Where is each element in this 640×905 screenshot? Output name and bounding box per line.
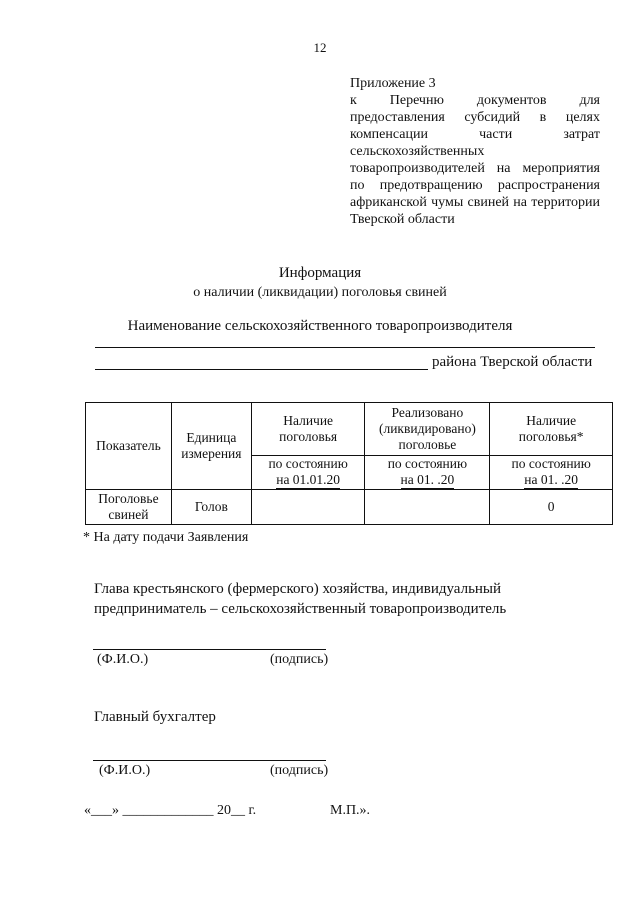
- as-of-sold-line1: по состоянию: [387, 456, 468, 471]
- document-title: Информация: [278, 265, 362, 281]
- page-number: 12: [313, 40, 327, 55]
- fio-label-2: (Ф.И.О.): [99, 763, 151, 778]
- region-name-line: [95, 369, 428, 370]
- head-of-farm-label: Глава крестьянского (фермерского) хозяйства, индивидуальный предприниматель – сельскохозяйственный товаропроизводитель: [94, 581, 507, 617]
- sign-label-1: (подпись): [270, 652, 329, 667]
- appendix-body: к Перечню документов для предоставления субсидий в целях компенсации части затрат сельскохозяйственных товаропроизводителей на мероприятия по предотвращению распространения африканской чумы свиней на территории Тверской области: [350, 93, 600, 227]
- header-unit: Единица измерения: [171, 403, 251, 490]
- as-of-sold: [365, 456, 490, 490]
- producer-name-line: [95, 347, 595, 348]
- as-of-sold-line2: на 01. .20: [400, 472, 455, 487]
- footnote: * На дату подачи Заявления: [83, 530, 249, 545]
- row-presence-start: [251, 490, 365, 525]
- region-suffix: района Тверской области: [432, 354, 593, 370]
- as-of-start-line2: на 01.01.20: [276, 472, 341, 487]
- table-row: [86, 490, 613, 525]
- header-presence-current: Наличие поголовья*: [490, 403, 613, 456]
- row-unit: Голов: [171, 490, 251, 525]
- as-of-current: [490, 456, 613, 490]
- header-indicator: Показатель: [86, 403, 172, 490]
- as-of-start: [251, 456, 365, 490]
- row-indicator: Поголовье свиней: [86, 490, 172, 525]
- stamp-label: М.П.».: [330, 803, 371, 818]
- as-of-current-line1: по состоянию: [511, 456, 591, 471]
- signature-line-1: [93, 649, 326, 650]
- document-subtitle: о наличии (ликвидации) поголовья свиней: [193, 285, 447, 300]
- as-of-current-line2: на 01. .20: [524, 472, 579, 487]
- header-sold: Реализовано (ликвидировано) поголовье: [365, 403, 490, 456]
- fio-label-1: (Ф.И.О.): [97, 652, 149, 667]
- sign-label-2: (подпись): [270, 763, 329, 778]
- row-presence-current: 0: [490, 490, 613, 525]
- appendix-title: Приложение 3: [350, 76, 436, 91]
- livestock-table: [85, 402, 613, 525]
- appendix-block: [350, 75, 600, 228]
- date-line: «___» _____________ 20__ г.: [84, 803, 257, 818]
- row-sold: [365, 490, 490, 525]
- signature-line-2: [93, 760, 326, 761]
- producer-label: Наименование сельскохозяйственного товаропроизводителя: [127, 318, 513, 334]
- as-of-start-line1: по состоянию: [268, 456, 348, 471]
- chief-accountant-label: Главный бухгалтер: [94, 709, 216, 725]
- header-presence-start: Наличие поголовья: [251, 403, 365, 456]
